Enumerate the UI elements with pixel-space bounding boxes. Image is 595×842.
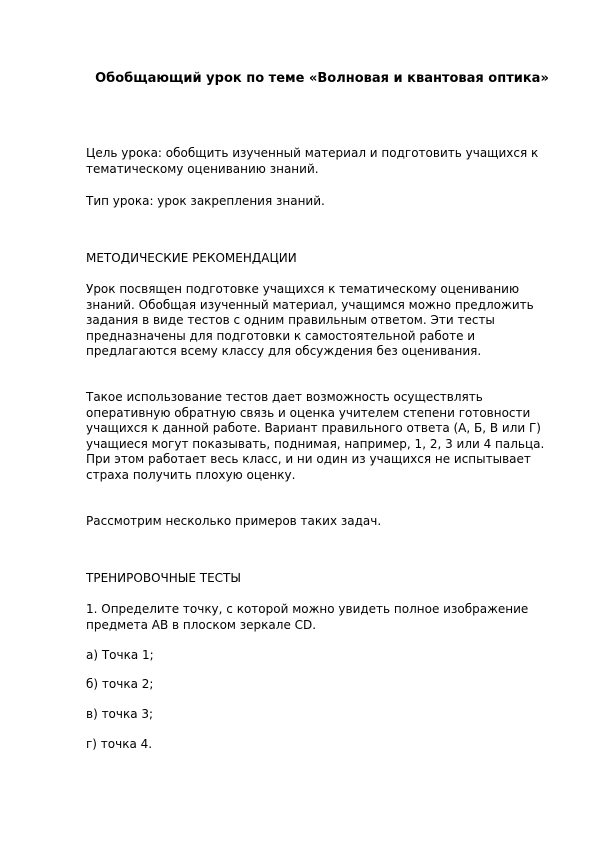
lesson-goal: Цель урока: обобщить изученный материал и подготовить учащихся к тематическому оцениванию знаний.	[86, 146, 539, 176]
tests-heading: ТРЕНИРОВОЧНЫЕ ТЕСТЫ	[86, 571, 241, 585]
methodology-paragraph-2: Такое использование тестов дает возможность осуществлять оперативную обратную связь и оценка учителем степени готовности учащихся к данной работе. Вариант правильного ответа (А, Б, В или Г) учащиеся могут показывать, поднимая, например, 1, 2, 3 или 4 пальца. При этом работает весь класс, и ни один из учащихся не испытывает страха получить плохую оценку.	[86, 390, 545, 482]
methodology-paragraph-1: Урок посвящен подготовке учащихся к тематическому оцениванию знаний. Обобщая изученный материал, учащимся можно предложить задания в виде тестов с одним правильным ответом. Эти тесты предназначены для подготовки к самостоятельной работе и предлагаются всему классу для обсуждения без оценивания.	[86, 282, 534, 359]
answer-option: г) точка 4.	[86, 737, 153, 751]
methodology-paragraph-3: Рассмотрим несколько примеров таких задач.	[86, 514, 382, 528]
answer-option: а) Точка 1;	[86, 648, 154, 662]
answer-option: в) точка 3;	[86, 707, 154, 721]
answer-option: б) точка 2;	[86, 677, 154, 691]
document-title: Обобщающий урок по теме «Волновая и квантовая оптика»	[95, 71, 549, 86]
methodology-heading: МЕТОДИЧЕСКИЕ РЕКОМЕНДАЦИИ	[86, 251, 297, 265]
test-question-1: 1. Определите точку, с которой можно увидеть полное изображение предмета АВ в плоском зеркале CD.	[86, 602, 529, 632]
lesson-type: Тип урока: урок закрепления знаний.	[86, 194, 325, 208]
